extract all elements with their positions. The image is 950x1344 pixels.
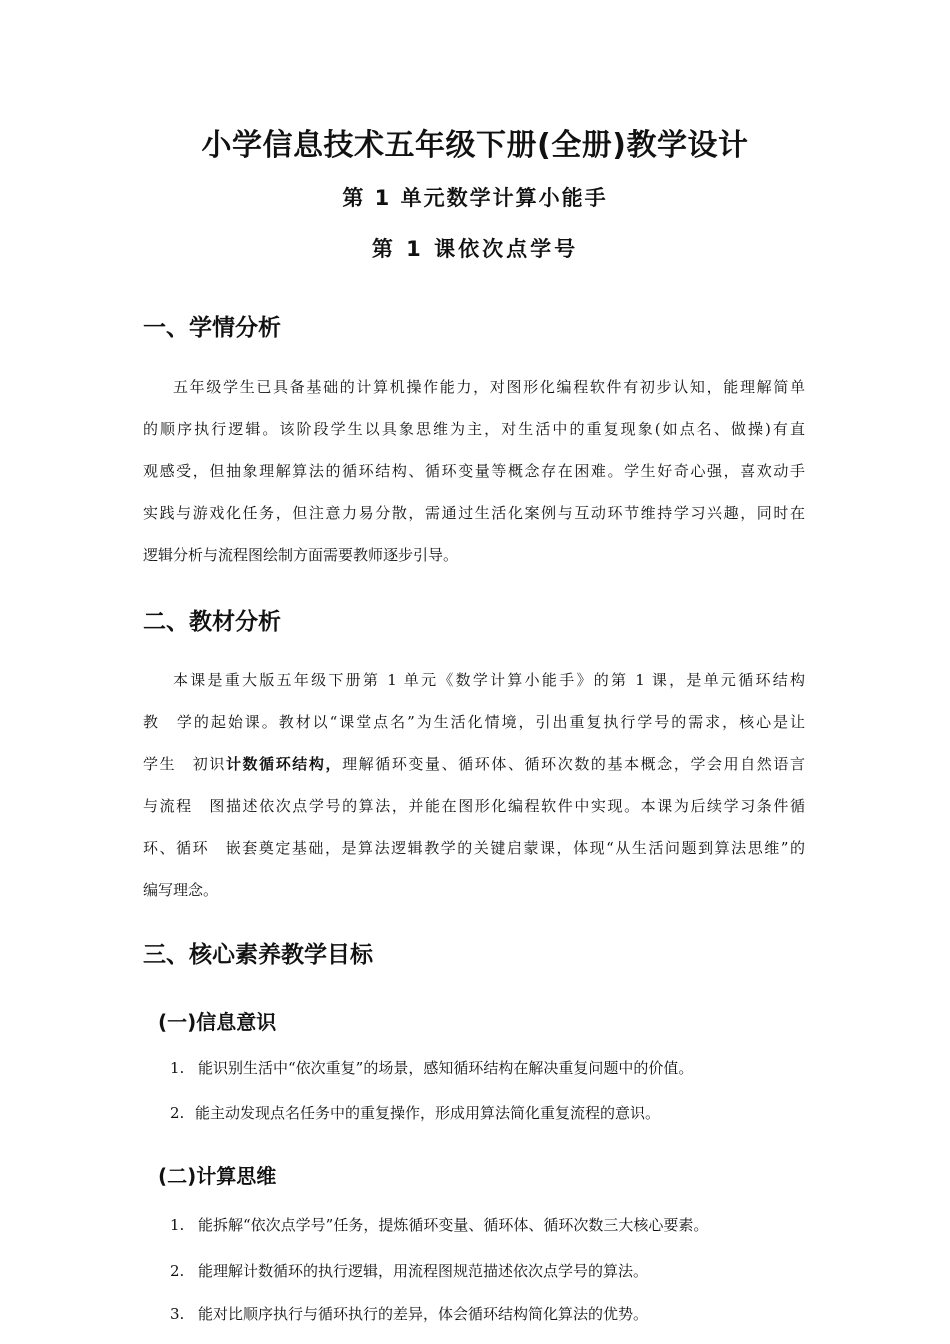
list-text: 能拆解“依次点学号”任务，提炼循环变量、循环体、循环次数三大核心要素。: [198, 1216, 709, 1234]
subsection-heading-computational-thinking: (二)计算思维: [158, 1164, 277, 1188]
section-heading-core-objectives: 三、核心素养教学目标: [143, 942, 373, 968]
paragraph-line: 教 学的起始课。教材以“课堂点名”为生活化情境，引出重复执行学号的需求，核心是让: [143, 713, 805, 731]
keyword-emphasis: 计数循环结构，: [225, 755, 343, 773]
list-text: 能主动发现点名任务中的重复操作，形成用算法简化重复流程的意识。: [195, 1104, 661, 1122]
list-item: [170, 1057, 693, 1078]
subsection-heading-information-awareness: (一)信息意识: [158, 1010, 277, 1034]
paragraph-line: [143, 743, 805, 785]
unit-title: 第 1 单元数学计算小能手: [342, 186, 608, 210]
textbook-analysis-paragraph: [143, 659, 805, 911]
section-heading-learner-analysis: 一、学情分析: [143, 315, 281, 341]
list-item: [170, 1303, 648, 1324]
paragraph-line: 的顺序执行逻辑。该阶段学生以具象思维为主，对生活中的重复现象(如点名、做操)有直: [143, 420, 805, 438]
document-title: 小学信息技术五年级下册(全册)教学设计: [201, 128, 749, 163]
paragraph-line: 与流程 图描述依次点学号的算法，并能在图形化编程软件中实现。本课为后续学习条件循: [143, 797, 805, 815]
section-heading-textbook-analysis: 二、教材分析: [143, 609, 281, 635]
list-item: [170, 1214, 708, 1235]
paragraph-line: 实践与游戏化任务，但注意力易分散，需通过生活化案例与互动环节维持学习兴趣，同时在: [143, 504, 805, 522]
line-prefix: 学生 初识: [143, 755, 226, 773]
list-number: 2.: [170, 1262, 185, 1280]
list-number: 3.: [170, 1305, 185, 1323]
paragraph-line: 编写理念。: [143, 881, 219, 899]
paragraph-line: 观感受，但抽象理解算法的循环结构、循环变量等概念存在困难。学生好奇心强，喜欢动手: [143, 462, 805, 480]
list-text: 能对比顺序执行与循环执行的差异，体会循环结构简化算法的优势。: [198, 1305, 649, 1323]
list-number: 2.: [170, 1104, 185, 1122]
list-number: 1.: [170, 1216, 185, 1234]
paragraph-line: 逻辑分析与流程图绘制方面需要教师逐步引导。: [143, 546, 459, 564]
line-suffix: 理解循环变量、循环体、循环次数的基本概念，学会用自然语言: [342, 755, 805, 773]
lesson-title: 第 1 课依次点学号: [371, 237, 579, 261]
list-item: [170, 1260, 648, 1281]
learner-analysis-paragraph: [143, 366, 805, 576]
paragraph-line: 环、循环 嵌套奠定基础，是算法逻辑教学的关键启蒙课，体现“从生活问题到算法思维”的: [143, 839, 805, 857]
paragraph-line: 本课是重大版五年级下册第 1 单元《数学计算小能手》的第 1 课，是单元循环结构: [173, 671, 805, 689]
list-text: 能识别生活中“依次重复”的场景，感知循环结构在解决重复问题中的价值。: [198, 1059, 694, 1077]
list-item: [170, 1102, 660, 1123]
paragraph-line: 五年级学生已具备基础的计算机操作能力，对图形化编程软件有初步认知，能理解简单: [173, 378, 805, 396]
list-text: 能理解计数循环的执行逻辑，用流程图规范描述依次点学号的算法。: [198, 1262, 649, 1280]
list-number: 1.: [170, 1059, 185, 1077]
